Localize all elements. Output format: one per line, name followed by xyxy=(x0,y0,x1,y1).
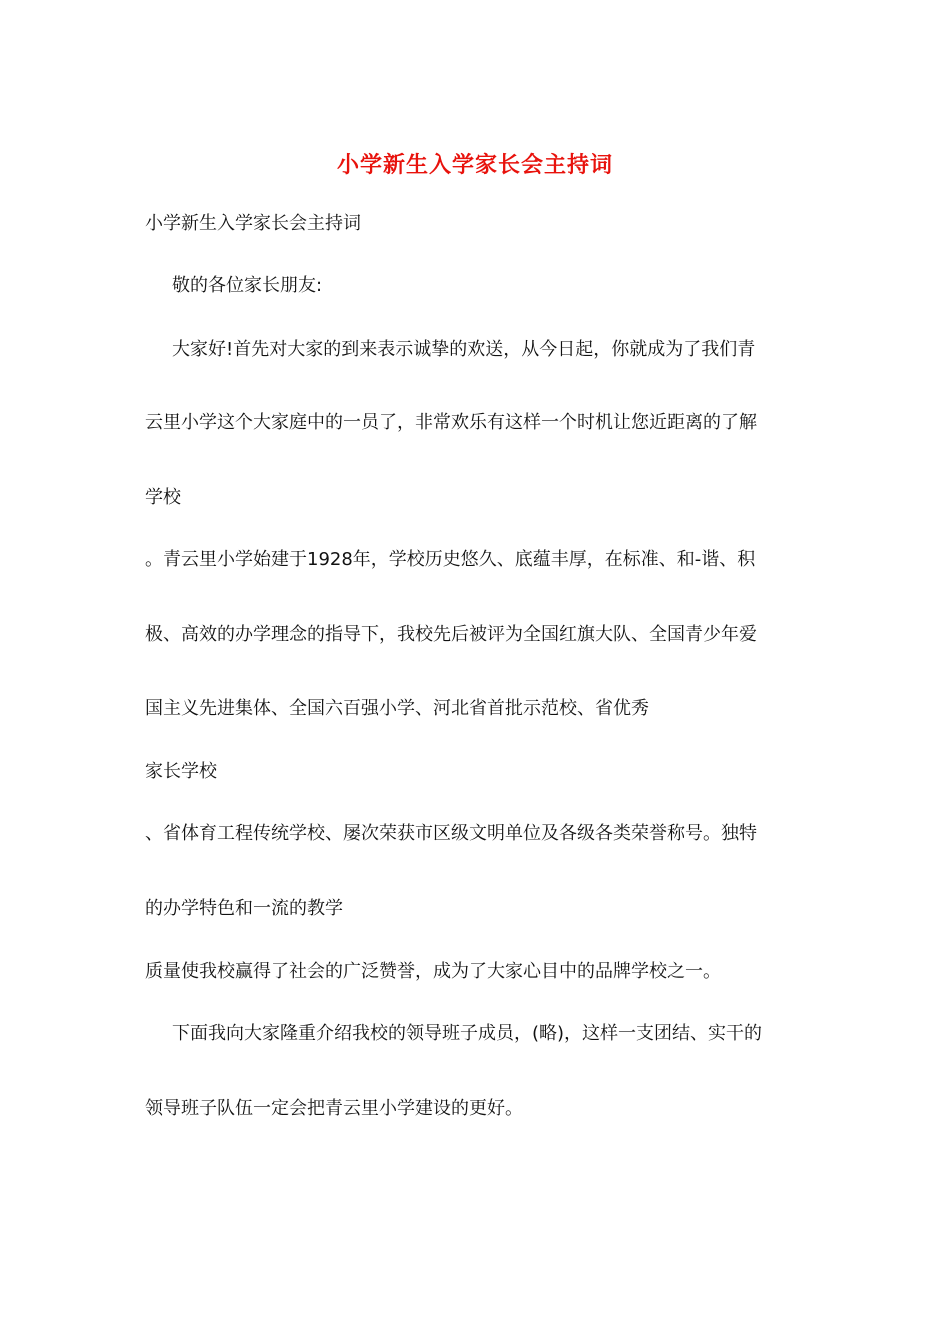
paragraph-line: 、省体育工程传统学校、屡次荣获市区级文明单位及各级各类荣誉称号。独特 xyxy=(145,823,757,844)
paragraph-line: 大家好!首先对大家的到来表示诚挚的欢送，从今日起，你就成为了我们青 xyxy=(172,339,756,360)
paragraph-line: 云里小学这个大家庭中的一员了，非常欢乐有这样一个时机让您近距离的了解 xyxy=(145,412,757,433)
paragraph-line: 质量使我校赢得了社会的广泛赞誉，成为了大家心目中的品牌学校之一。 xyxy=(145,961,721,982)
paragraph-line: 。青云里小学始建于1928年，学校历史悠久、底蕴丰厚，在标准、和-谐、积 xyxy=(145,549,756,570)
paragraph-line: 学校 xyxy=(145,487,181,508)
paragraph-line: 领导班子队伍一定会把青云里小学建设的更好。 xyxy=(145,1098,523,1119)
paragraph-line: 国主义先进集体、全国六百强小学、河北省首批示范校、省优秀 xyxy=(145,698,649,719)
paragraph-line: 的办学特色和一流的教学 xyxy=(145,898,343,919)
paragraph-line: 下面我向大家隆重介绍我校的领导班子成员，(略)，这样一支团结、实干的 xyxy=(172,1023,763,1044)
subtitle-line: 小学新生入学家长会主持词 xyxy=(145,213,361,234)
document-title: 小学新生入学家长会主持词 xyxy=(336,152,613,178)
paragraph-line: 家长学校 xyxy=(145,761,217,782)
greeting-line: 敬的各位家长朋友: xyxy=(172,275,323,296)
paragraph-line: 极、高效的办学理念的指导下，我校先后被评为全国红旗大队、全国青少年爱 xyxy=(145,624,757,645)
